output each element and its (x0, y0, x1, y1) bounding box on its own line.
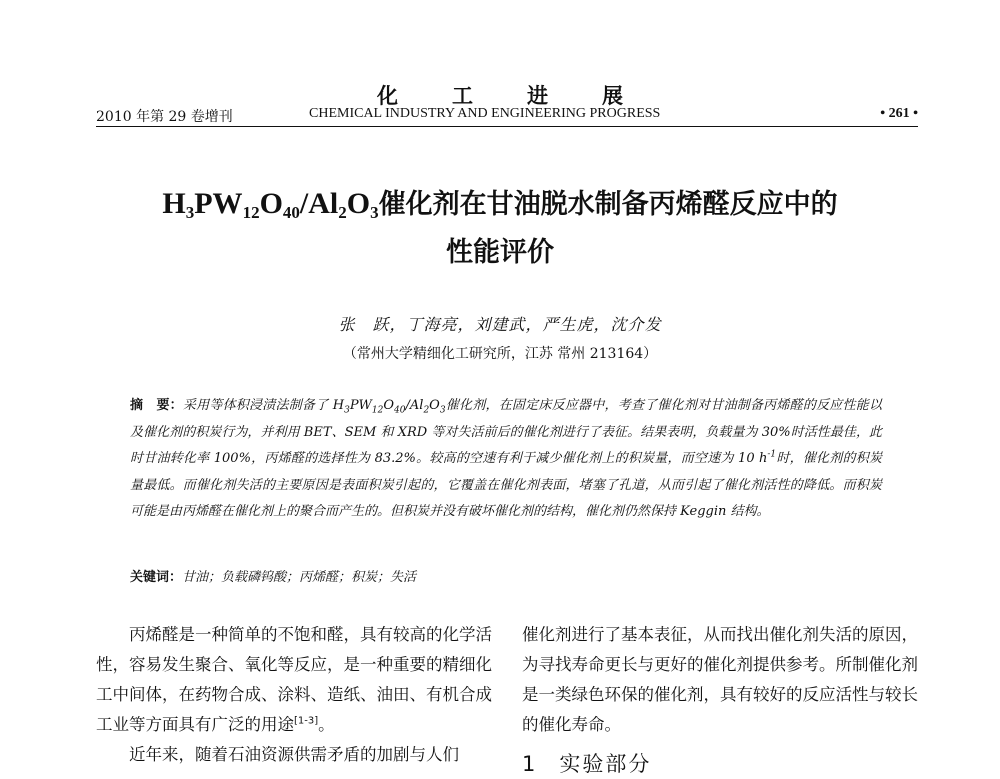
paragraph: 近年来，随着石油资源供需矛盾的加剧与人们 (129, 745, 459, 764)
body-column-left (96, 620, 492, 770)
title-line-2: 性能评价 (446, 237, 554, 268)
journal-title-char: 工 (452, 83, 473, 108)
page-number: • 261 • (880, 106, 918, 121)
section-number: 1 (522, 752, 538, 776)
abstract-label: 摘 要： (130, 398, 183, 413)
journal-english-name: CHEMICAL INDUSTRY AND ENGINEERING PROGRESS (309, 106, 661, 121)
paragraph: 丙烯醛是一种简单的不饱和醛，具有较高的化学活性，容易发生聚合、氧化等反应，是一种重要的精细化工中间体，在药物合成、涂料、造纸、油田、有机合成工业等方面具有广泛的用途[1-3]。 (96, 625, 492, 734)
authors: 张 跃，丁海亮，刘建武，严生虎，沈介发 (338, 315, 662, 334)
abstract: 摘 要：采用等体积浸渍法制备了 $H_3PW_{12}O_{40}/Al_2O_3$催化剂，在固定床反应器中，考查了催化剂对甘油制备丙烯醛的反应性能以及催化剂的积炭行为，并利用 BET、SEM 和 XRD 等对失活前后的催化剂进行了表征。结果表明，负载量为 30%时活性最佳，此时甘油转化率 100%，丙烯醛的选择性为 83.2%。较高的空速有利于减少催化剂上的积炭量，而空速为 10 $h^{-1}$时，催化剂的积炭量最低。而催化剂失活的主要原因是表面积炭引起的，它覆盖在催化剂表面，堵塞了孔道，从而引起了催化剂活性的降低。而积炭可能是由丙烯醛在催化剂上的聚合而产生的。但积炭并没有破坏催化剂的结构，催化剂仍然保持 Keggin 结构。 (130, 398, 882, 519)
title-formula: $H_3PW_{12}O_{40}/Al_2O_3$ (162, 187, 379, 222)
body-column-right (522, 620, 918, 779)
keywords-text: 甘油；负载磷钨酸；丙烯醛；积炭；失活 (182, 570, 417, 585)
journal-title-char: 进 (527, 83, 548, 108)
issue-info: 2010 年第 29 卷增刊 (96, 109, 233, 125)
journal-title-char: 化 (377, 83, 398, 108)
running-header (96, 104, 918, 127)
journal-title-char: 展 (602, 83, 623, 108)
keywords-label: 关键词： (130, 570, 183, 585)
title-line-1 (0, 180, 1000, 229)
paper-title (0, 180, 1000, 277)
title-text: 催化剂在甘油脱水制备丙烯醛反应中的 (378, 189, 838, 220)
section-heading (522, 749, 918, 779)
citation: [1-3] (294, 715, 319, 727)
keywords (130, 566, 882, 585)
paragraph: 催化剂进行了基本表征，从而找出催化剂失活的原因，为寻找寿命更长与更好的催化剂提供参考。所制催化剂是一类绿色环保的催化剂，具有较好的反应活性与较长的催化寿命。 (522, 625, 918, 734)
section-title: 实验部分 (559, 752, 652, 776)
affiliation: （常州大学精细化工研究所，江苏 常州 213164） (342, 346, 658, 362)
